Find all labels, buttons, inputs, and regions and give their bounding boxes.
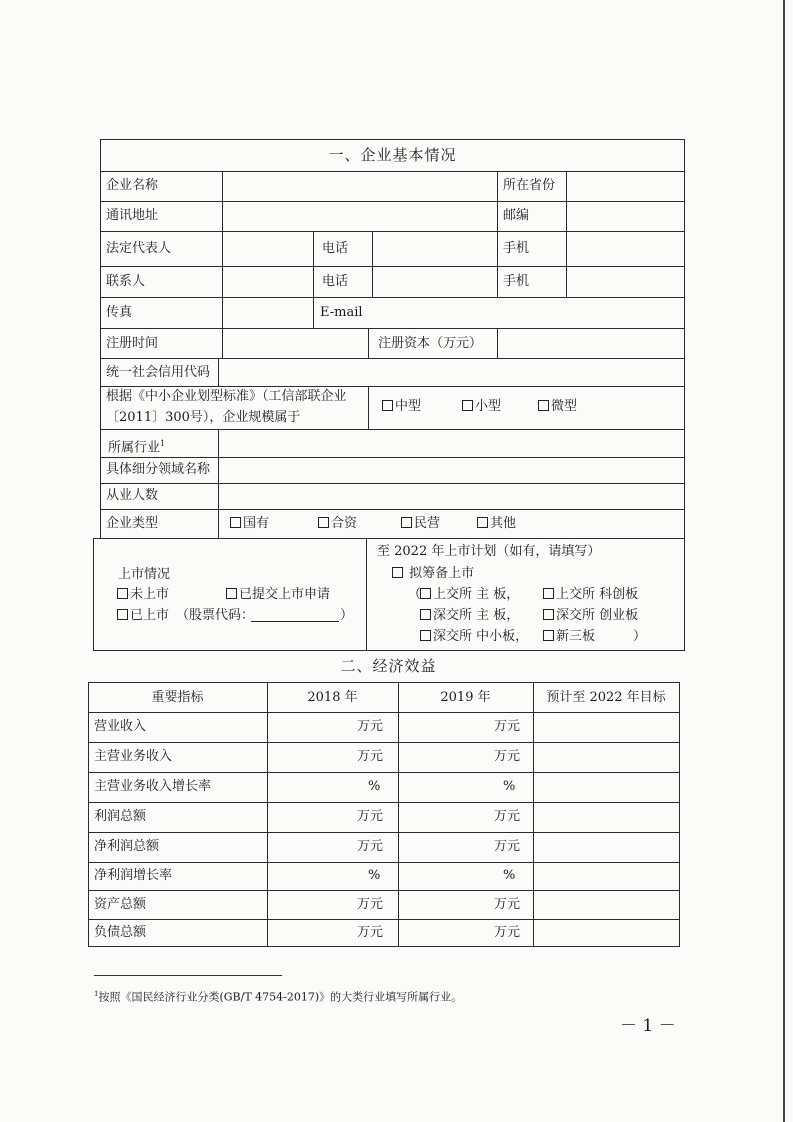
plan-szse-main[interactable]: 深交所 主 板，	[420, 608, 519, 624]
legal-rep-phone-label: 电话	[322, 241, 349, 256]
target-2022-field[interactable]	[534, 773, 677, 801]
employees-field[interactable]	[219, 484, 683, 508]
company-type-label: 企业类型	[106, 516, 159, 531]
footnote-text: 按照《国民经济行业分类(GB/T 4754-2017)》的大类行业填写所属行业。	[98, 990, 463, 1004]
type-option-jv[interactable]: 合资	[318, 516, 357, 532]
scale-label-line1: 根据《中小企业划型标准》（工信部联企业	[106, 389, 347, 404]
address-label: 通讯地址	[106, 208, 159, 223]
plan-preparing[interactable]: 拟筹备上市	[392, 566, 474, 582]
value-2019-field[interactable]	[399, 773, 531, 801]
value-2018-field[interactable]	[268, 773, 396, 801]
value-2018-field[interactable]	[268, 863, 396, 889]
industry-label: 所属行业$^1$	[108, 439, 166, 456]
contact-label: 联系人	[106, 274, 146, 289]
target-2022-field[interactable]	[534, 743, 677, 771]
scale-option-medium[interactable]: 中型	[382, 399, 421, 415]
email-field[interactable]	[373, 298, 683, 327]
contact-field[interactable]	[223, 267, 312, 296]
unit-2019: 万元	[494, 925, 521, 940]
credit-code-field[interactable]	[219, 359, 683, 385]
scale-option-small[interactable]: 小型	[462, 399, 501, 415]
address-field[interactable]	[223, 202, 496, 230]
reg-time-label: 注册时间	[106, 336, 159, 351]
contact-phone-label: 电话	[322, 274, 349, 289]
row-label: 营业收入	[94, 719, 147, 734]
value-2018-field[interactable]	[268, 833, 396, 861]
contact-mobile-field[interactable]	[567, 267, 683, 296]
listing-title: 上市情况	[118, 567, 171, 582]
checkbox[interactable]	[543, 609, 554, 620]
email-label: E-mail	[320, 305, 363, 320]
checkbox[interactable]	[462, 400, 473, 411]
checkbox[interactable]	[401, 517, 412, 528]
type-option-private[interactable]: 民营	[401, 516, 440, 532]
company-name-field[interactable]	[223, 172, 496, 200]
checkbox[interactable]	[226, 588, 237, 599]
unit-2019: %	[503, 868, 516, 883]
checkbox[interactable]	[420, 588, 431, 599]
fax-field[interactable]	[223, 298, 312, 327]
plan-sse-main[interactable]: 上交所 主 板，	[420, 587, 519, 603]
province-label: 所在省份	[503, 178, 556, 193]
target-2022-field[interactable]	[534, 803, 677, 831]
value-2018-field[interactable]	[268, 713, 396, 741]
unit-2018: 万元	[357, 925, 384, 940]
header-2022-target: 预计至 2022 年目标	[546, 690, 666, 705]
employees-label: 从业人数	[106, 488, 159, 503]
row-label: 主营业务收入增长率	[94, 779, 212, 794]
listing-listed[interactable]: 已上市	[117, 608, 169, 624]
checkbox[interactable]	[392, 567, 403, 578]
checkbox[interactable]	[543, 630, 554, 641]
legal-rep-label: 法定代表人	[106, 241, 172, 256]
stock-code-field[interactable]	[251, 607, 339, 622]
unit-2018: 万元	[357, 749, 384, 764]
target-2022-field[interactable]	[534, 891, 677, 918]
legal-rep-mobile-label: 手机	[503, 241, 530, 256]
contact-phone-field[interactable]	[373, 267, 496, 296]
value-2019-field[interactable]	[399, 833, 531, 861]
value-2018-field[interactable]	[268, 743, 396, 771]
subfield-label: 具体细分领域名称	[106, 462, 211, 477]
stock-code-label: （股票代码：	[176, 608, 255, 623]
fax-label: 传真	[106, 305, 133, 320]
unit-2018: %	[368, 779, 381, 794]
page-number: － 1 －	[620, 1016, 676, 1036]
checkbox[interactable]	[230, 517, 241, 528]
contact-mobile-label: 手机	[503, 274, 530, 289]
reg-capital-field[interactable]	[498, 329, 683, 357]
checkbox[interactable]	[420, 630, 431, 641]
postcode-field[interactable]	[567, 202, 683, 230]
checkbox[interactable]	[477, 517, 488, 528]
type-option-other[interactable]: 其他	[477, 516, 516, 532]
unit-2019: 万元	[494, 839, 521, 854]
row-label: 利润总额	[94, 809, 147, 824]
plan-neeq[interactable]: 新三板	[543, 629, 595, 645]
reg-capital-label: 注册资本（万元）	[378, 336, 483, 351]
target-2022-field[interactable]	[534, 833, 677, 861]
value-2019-field[interactable]	[399, 920, 531, 945]
footnote-ref: 1	[160, 439, 166, 448]
plan-title: 至 2022 年上市计划（如有，请填写）	[377, 544, 601, 559]
checkbox[interactable]	[382, 400, 393, 411]
header-2019: 2019 年	[440, 690, 491, 705]
header-2018: 2018 年	[307, 690, 358, 705]
value-2018-field[interactable]	[268, 920, 396, 945]
unit-2019: 万元	[494, 809, 521, 824]
plan-sse-star[interactable]: 上交所 科创板	[543, 587, 638, 603]
value-2019-field[interactable]	[399, 743, 531, 771]
legal-rep-mobile-field[interactable]	[567, 232, 683, 265]
checkbox[interactable]	[420, 609, 431, 620]
company-name-label: 企业名称	[106, 178, 159, 193]
unit-2018: 万元	[357, 839, 384, 854]
industry-field[interactable]	[219, 430, 683, 456]
value-2018-field[interactable]	[268, 891, 396, 918]
value-2019-field[interactable]	[399, 713, 531, 741]
unit-2019: 万元	[494, 897, 521, 912]
province-field[interactable]	[567, 172, 683, 200]
header-indicator: 重要指标	[151, 690, 204, 705]
value-2019-field[interactable]	[399, 803, 531, 831]
scan-edge	[783, 0, 785, 1122]
checkbox[interactable]	[117, 588, 128, 599]
unit-2019: 万元	[494, 719, 521, 734]
target-2022-field[interactable]	[534, 863, 677, 889]
listing-submitted[interactable]: 已提交上市申请	[226, 587, 330, 603]
scale-option-micro[interactable]: 微型	[538, 399, 577, 415]
unit-2018: %	[368, 868, 381, 883]
scale-label-line2: 〔2011〕300号），企业规模属于	[106, 410, 301, 425]
checkbox[interactable]	[538, 400, 549, 411]
checkbox[interactable]	[543, 588, 554, 599]
row-label: 主营业务收入	[94, 749, 173, 764]
reg-time-field[interactable]	[223, 329, 367, 357]
credit-code-label: 统一社会信用代码	[106, 365, 211, 380]
value-2018-field[interactable]	[268, 803, 396, 831]
unit-2018: 万元	[357, 809, 384, 824]
stock-code-close: ）	[340, 608, 354, 623]
footnote-divider	[94, 975, 282, 976]
value-2019-field[interactable]	[399, 863, 531, 889]
row-label: 净利润增长率	[94, 868, 173, 883]
unit-2018: 万元	[357, 719, 384, 734]
legal-rep-phone-field[interactable]	[373, 232, 496, 265]
section1-title: 一、企业基本情况	[328, 146, 457, 164]
value-2019-field[interactable]	[399, 891, 531, 918]
row-label: 资产总额	[94, 897, 147, 912]
listing-not-listed[interactable]: 未上市	[117, 587, 169, 603]
unit-2018: 万元	[357, 897, 384, 912]
footnote-mark: 1	[94, 990, 99, 998]
target-2022-field[interactable]	[534, 920, 677, 945]
legal-rep-field[interactable]	[223, 232, 312, 265]
unit-2019: %	[503, 779, 516, 794]
plan-close-paren: ）	[633, 629, 647, 644]
unit-2019: 万元	[494, 749, 521, 764]
postcode-label: 邮编	[503, 208, 530, 223]
section2-title: 二、经济效益	[340, 657, 437, 675]
plan-open-paren: （	[408, 587, 422, 602]
plan-szse-sme[interactable]: 深交所 中小板，	[420, 629, 528, 645]
row-label: 净利润总额	[94, 839, 160, 854]
row-label: 负债总额	[94, 925, 147, 940]
checkbox[interactable]	[318, 517, 329, 528]
plan-szse-chinext[interactable]: 深交所 创业板	[543, 608, 638, 624]
footnote	[94, 986, 462, 1006]
type-option-state[interactable]: 国有	[230, 516, 269, 532]
target-2022-field[interactable]	[534, 713, 677, 741]
checkbox[interactable]	[117, 609, 128, 620]
subfield-field[interactable]	[219, 458, 683, 482]
